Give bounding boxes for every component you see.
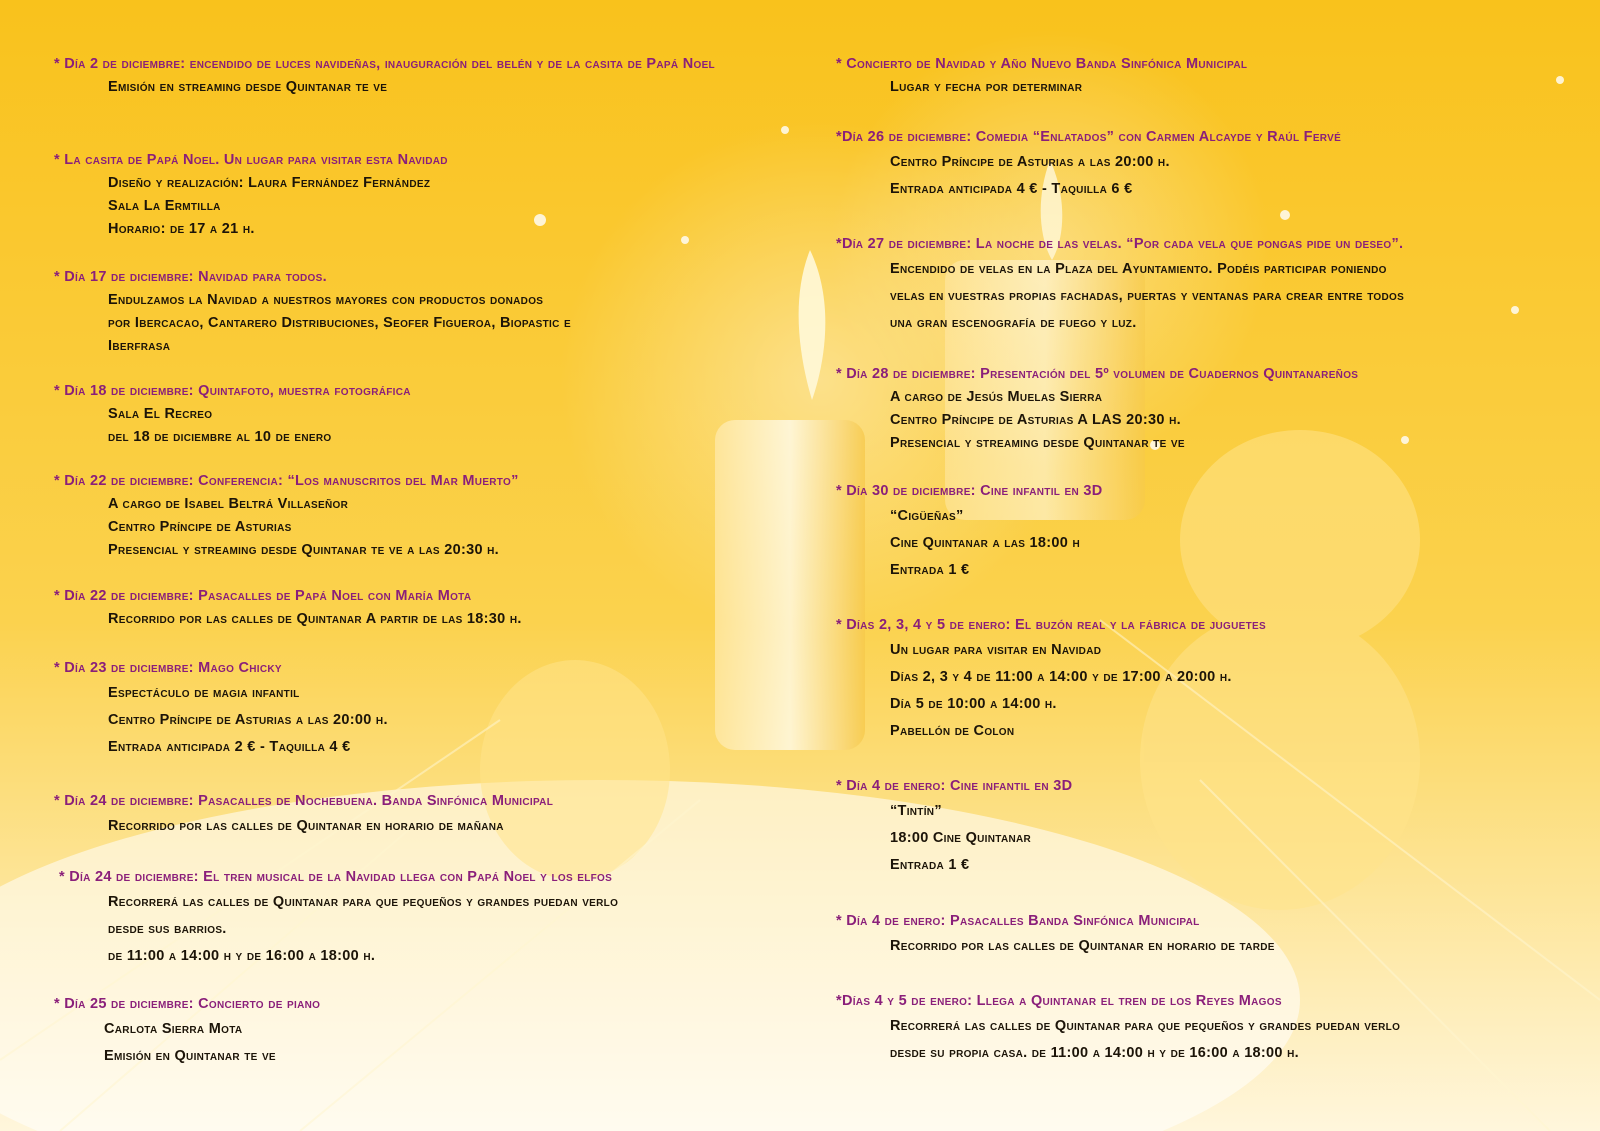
event-detail: Un lugar para visitar en Navidad xyxy=(890,642,1102,658)
event-title: * Día 28 de diciembre: Presentación del 5º volumen de Cuadernos Quintanareños xyxy=(836,366,1359,382)
event-item xyxy=(836,910,1572,960)
event-detail: Centro Príncipe de Asturias a las 20:00 h. xyxy=(108,712,388,728)
event-item xyxy=(54,470,774,562)
event-title: * Día 4 de enero: Pasacalles Banda Sinfónica Municipal xyxy=(836,913,1200,929)
event-detail: desde su propia casa. de 11:00 a 14:00 h y de 16:00 a 18:00 h. xyxy=(890,1045,1299,1061)
event-item xyxy=(54,585,774,631)
event-detail: Recorrerá las calles de Quintanar para que pequeños y grandes puedan verlo xyxy=(108,894,619,910)
event-item xyxy=(836,614,1572,745)
event-item xyxy=(836,363,1572,455)
event-detail: Entrada anticipada 2 € - Taquilla 4 € xyxy=(108,739,351,755)
event-item xyxy=(54,53,774,99)
event-detail: Sala El Recreo xyxy=(108,406,213,422)
event-detail: Encendido de velas en la Plaza del Ayuntamiento. Podéis participar poniendo xyxy=(890,261,1387,277)
event-detail: Centro Príncipe de Asturias xyxy=(108,519,292,535)
event-item xyxy=(836,53,1572,99)
event-detail: Diseño y realización: Laura Fernández Fernández xyxy=(108,175,431,191)
event-detail: Días 2, 3 y 4 de 11:00 a 14:00 y de 17:00 a 20:00 h. xyxy=(890,669,1232,685)
event-detail: Centro Príncipe de Asturias A LAS 20:30 h. xyxy=(890,412,1181,428)
event-detail: Sala La Ermtilla xyxy=(108,198,221,214)
event-detail: Emisión en streaming desde Quintanar te ve xyxy=(108,79,388,95)
event-detail: Presencial y streaming desde Quintanar te ve xyxy=(890,435,1185,451)
event-item xyxy=(54,790,774,840)
event-item xyxy=(59,866,774,970)
event-item xyxy=(836,233,1572,337)
event-detail: Entrada 1 € xyxy=(890,857,970,873)
event-detail: Lugar y fecha por determinar xyxy=(890,79,1083,95)
event-detail: Entrada 1 € xyxy=(890,562,970,578)
event-title: *Días 4 y 5 de enero: Llega a Quintanar el tren de los Reyes Magos xyxy=(836,993,1282,1009)
event-detail: Presencial y streaming desde Quintanar te ve a las 20:30 h. xyxy=(108,542,499,558)
event-detail: Día 5 de 10:00 a 14:00 h. xyxy=(890,696,1057,712)
event-detail: por Ibercacao, Cantarero Distribuciones, Seofer Figueroa, Biopastic e xyxy=(108,315,571,331)
event-item xyxy=(54,149,774,241)
event-title: * Día 17 de diciembre: Navidad para todos. xyxy=(54,269,327,285)
event-detail: de 11:00 a 14:00 h y de 16:00 a 18:00 h. xyxy=(108,948,376,964)
event-detail: desde sus barrios. xyxy=(108,921,227,937)
event-title: * Día 25 de diciembre: Concierto de piano xyxy=(54,996,321,1012)
event-item xyxy=(836,990,1572,1067)
event-detail: Cine Quintanar a las 18:00 h xyxy=(890,535,1080,551)
event-detail: Recorrido por las calles de Quintanar en horario de tarde xyxy=(890,938,1275,954)
event-item xyxy=(836,126,1572,203)
event-title: * Día 23 de diciembre: Mago Chicky xyxy=(54,660,282,676)
event-detail: Carlota Sierra Mota xyxy=(104,1021,243,1037)
event-item xyxy=(54,657,774,761)
event-title: * Día 30 de diciembre: Cine infantil en 3D xyxy=(836,483,1103,499)
event-detail: A cargo de Jesús Muelas Sierra xyxy=(890,389,1103,405)
event-detail: Endulzamos la Navidad a nuestros mayores con productos donados xyxy=(108,292,544,308)
event-detail: una gran escenografía de fuego y luz. xyxy=(890,315,1137,331)
event-item xyxy=(54,380,774,449)
event-title: * Día 18 de diciembre: Quintafoto, muestra fotográfica xyxy=(54,383,411,399)
event-detail: “Cigüeñas” xyxy=(890,508,964,524)
event-title: * Días 2, 3, 4 y 5 de enero: El buzón real y la fábrica de juguetes xyxy=(836,617,1266,633)
event-title: * Concierto de Navidad y Año Nuevo Banda Sinfónica Municipal xyxy=(836,56,1248,72)
event-title: * Día 24 de diciembre: El tren musical de la Navidad llega con Papá Noel y los elfos xyxy=(59,869,613,885)
event-detail: Centro Príncipe de Asturias a las 20:00 h. xyxy=(890,154,1170,170)
event-detail: Horario: de 17 a 21 h. xyxy=(108,221,255,237)
event-detail: A cargo de Isabel Beltrá Villaseñor xyxy=(108,496,349,512)
event-detail: Recorrido por las calles de Quintanar en horario de mañana xyxy=(108,818,504,834)
event-title: * Día 22 de diciembre: Pasacalles de Papá Noel con María Mota xyxy=(54,588,472,604)
event-title: * Día 4 de enero: Cine infantil en 3D xyxy=(836,778,1073,794)
event-item xyxy=(836,480,1572,584)
event-title: * Día 24 de diciembre: Pasacalles de Nochebuena. Banda Sinfónica Municipal xyxy=(54,793,554,809)
event-detail: 18:00 Cine Quintanar xyxy=(890,830,1032,846)
event-detail: Espectáculo de magia infantil xyxy=(108,685,300,701)
event-detail: Recorrerá las calles de Quintanar para que pequeños y grandes puedan verlo xyxy=(890,1018,1401,1034)
event-detail: del 18 de diciembre al 10 de enero xyxy=(108,429,332,445)
event-detail: velas en vuestras propias fachadas, puertas y ventanas para crear entre todos xyxy=(890,288,1405,304)
event-detail: Emisión en Quintanar te ve xyxy=(104,1048,276,1064)
event-title: *Día 27 de diciembre: La noche de las velas. “Por cada vela que pongas pide un deseo”. xyxy=(836,236,1404,252)
event-item xyxy=(54,993,774,1070)
event-detail: Recorrido por las calles de Quintanar A partir de las 18:30 h. xyxy=(108,611,522,627)
event-item xyxy=(54,266,774,358)
event-title: *Día 26 de diciembre: Comedia “Enlatados” con Carmen Alcayde y Raúl Fervé xyxy=(836,129,1342,145)
event-title: * Día 22 de diciembre: Conferencia: “Los manuscritos del Mar Muerto” xyxy=(54,473,519,489)
event-detail: Iberfrasa xyxy=(108,338,171,354)
event-detail: “Tintín” xyxy=(890,803,942,819)
event-title: * Día 2 de diciembre: encendido de luces navideñas, inauguración del belén y de la casita de Papá Noel xyxy=(54,56,715,72)
event-item xyxy=(836,775,1572,879)
event-detail: Pabellón de Colon xyxy=(890,723,1015,739)
event-detail: Entrada anticipada 4 € - Taquilla 6 € xyxy=(890,181,1133,197)
event-title: * La casita de Papá Noel. Un lugar para visitar esta Navidad xyxy=(54,152,448,168)
